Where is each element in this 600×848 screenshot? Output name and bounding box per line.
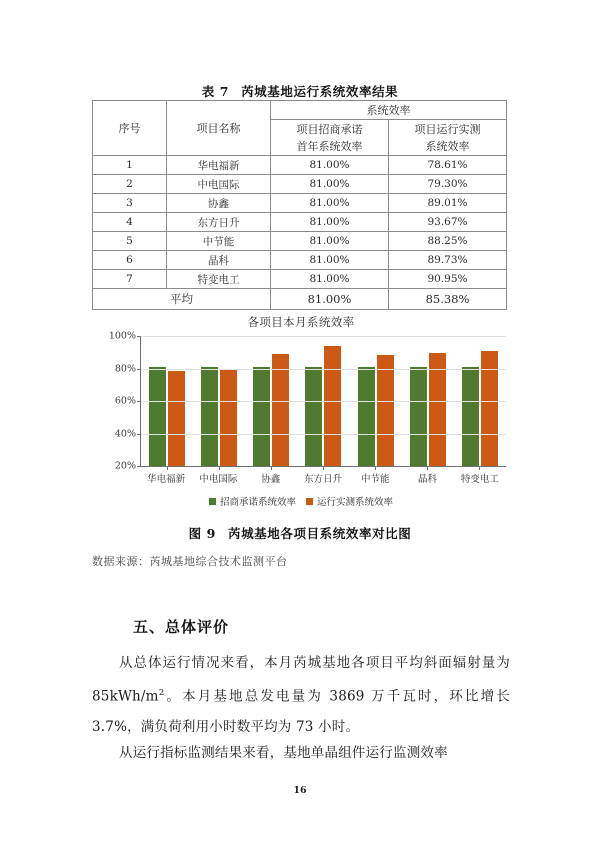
chart-x-tick-label: 中电国际 — [199, 474, 238, 485]
cell-actual: 89.01% — [389, 194, 507, 213]
cell-no: 7 — [93, 270, 167, 289]
figure-caption-text: 芮城基地各项目系统效率对比图 — [227, 526, 412, 541]
table-row — [93, 232, 507, 251]
legend-swatch-icon — [209, 498, 216, 505]
cell-no: 4 — [93, 213, 167, 232]
header-cell-promise — [271, 120, 389, 156]
chart-gridline — [141, 401, 506, 402]
cell-promise: 81.00% — [271, 270, 389, 289]
table-row — [93, 156, 507, 175]
chart-x-tick-label: 华电福新 — [147, 474, 186, 485]
cell-no: 5 — [93, 232, 167, 251]
chart-x-axis-labels — [140, 471, 506, 485]
efficiency-table-wrapper — [92, 100, 506, 310]
header-cell-no: 序号 — [93, 101, 167, 156]
chart-gridline — [141, 434, 506, 435]
chart-bar — [305, 367, 322, 466]
cell-name: 特变电工 — [167, 270, 271, 289]
table-caption — [0, 82, 600, 100]
chart-y-tick-mark — [137, 336, 141, 337]
cell-promise: 81.00% — [271, 251, 389, 270]
table-header-row-top — [93, 101, 507, 120]
cell-name: 中节能 — [167, 232, 271, 251]
header-cell-name: 项目名称 — [167, 101, 271, 156]
chart-bar — [149, 367, 166, 466]
chart-y-tick-label: 60% — [114, 395, 136, 407]
cell-name: 协鑫 — [167, 194, 271, 213]
cell-name: 晶科 — [167, 251, 271, 270]
chart-x-tick-mark — [271, 466, 272, 470]
cell-promise: 81.00% — [271, 156, 389, 175]
chart-x-tick-mark — [323, 466, 324, 470]
chart-legend-item[interactable] — [209, 494, 296, 508]
figure-source-note: 数据来源：芮城基地综合技术监测平台 — [92, 555, 288, 568]
body-paragraph-1: 从总体运行情况来看，本月芮城基地各项目平均斜面辐射量为 $85kWh/m^2$。本月基地总发电量为 3869 万千瓦时，环比增长 3.7%，满负荷利用小时数平均为 73 小时。 — [92, 655, 510, 735]
cell-actual: 90.95% — [389, 270, 507, 289]
chart-bar — [272, 354, 289, 466]
legend-swatch-icon — [306, 498, 313, 505]
cell-name: 华电福新 — [167, 156, 271, 175]
cell-promise: 81.00% — [271, 194, 389, 213]
table-row — [93, 251, 507, 270]
chart-gridline — [141, 369, 506, 370]
cell-no: 2 — [93, 175, 167, 194]
cell-no: 6 — [93, 251, 167, 270]
header-actual-line2: 系统效率 — [425, 139, 470, 153]
table-row — [93, 194, 507, 213]
cell-no: 3 — [93, 194, 167, 213]
chart-bar — [220, 370, 237, 466]
chart-bar — [201, 367, 218, 466]
chart-x-tick-label: 协鑫 — [261, 474, 281, 485]
chart-bar — [410, 367, 427, 466]
cell-actual: 79.30% — [389, 175, 507, 194]
chart-x-tick-label: 中节能 — [361, 474, 390, 485]
section-heading: 五、总体评价 — [133, 618, 230, 636]
header-promise-line2: 首年系统效率 — [296, 139, 363, 153]
cell-actual: 93.67% — [389, 213, 507, 232]
chart-plot-area — [140, 336, 506, 467]
page-number: 16 — [293, 785, 307, 796]
chart-x-tick-label: 晶科 — [418, 474, 438, 485]
header-cell-group: 系统效率 — [271, 101, 507, 120]
chart-bar — [429, 353, 446, 466]
cell-name: 中电国际 — [167, 175, 271, 194]
chart-bar — [253, 367, 270, 466]
chart-y-tick-label: 20% — [114, 460, 136, 472]
chart-y-tick-label: 40% — [114, 428, 136, 439]
table-row — [93, 175, 507, 194]
cell-average-actual: 85.38% — [389, 289, 507, 310]
header-promise-line1: 项目招商承诺 — [296, 122, 363, 136]
chart-bar — [377, 355, 394, 466]
chart-y-tick-mark — [137, 401, 141, 402]
chart-x-tick-label: 特变电工 — [460, 474, 499, 485]
cell-no: 1 — [93, 156, 167, 175]
chart-x-tick-mark — [427, 466, 428, 470]
legend-label: 运行实测系统效率 — [317, 497, 394, 508]
chart-y-tick-mark — [137, 369, 141, 370]
cell-average-promise: 81.00% — [271, 289, 389, 310]
header-cell-actual — [389, 120, 507, 156]
cell-promise: 81.00% — [271, 175, 389, 194]
chart-title: 各项目本月系统效率 — [247, 315, 355, 329]
chart-x-tick-label: 东方日升 — [303, 474, 342, 485]
cell-promise: 81.00% — [271, 213, 389, 232]
table-caption-text: 芮城基地运行系统效率结果 — [241, 84, 399, 99]
chart-x-tick-mark — [219, 466, 220, 470]
chart-legend-item[interactable] — [306, 494, 393, 508]
cell-actual: 88.25% — [389, 232, 507, 251]
efficiency-bar-chart — [92, 314, 510, 519]
chart-bar — [324, 346, 341, 466]
chart-x-tick-mark — [167, 466, 168, 470]
chart-legend — [92, 494, 510, 508]
table-row — [93, 270, 507, 289]
chart-y-tick-label: 80% — [114, 363, 136, 374]
chart-x-tick-mark — [375, 466, 376, 470]
cell-actual: 78.61% — [389, 156, 507, 175]
efficiency-table — [92, 100, 507, 310]
cell-name: 东方日升 — [167, 213, 271, 232]
header-actual-line1: 项目运行实测 — [414, 122, 481, 136]
chart-x-tick-mark — [479, 466, 480, 470]
chart-y-tick-mark — [137, 434, 141, 435]
chart-y-tick-label: 100% — [108, 330, 136, 342]
chart-bar — [462, 367, 479, 466]
figure-caption — [0, 524, 600, 542]
legend-label: 招商承诺系统效率 — [219, 497, 296, 508]
table-average-row — [93, 289, 507, 310]
table-caption-label: 表 7 — [201, 84, 230, 99]
figure-caption-label: 图 9 — [188, 526, 216, 541]
chart-y-tick-mark — [137, 466, 141, 467]
chart-bar — [168, 371, 185, 466]
cell-promise: 81.00% — [271, 232, 389, 251]
cell-average-label: 平均 — [93, 289, 271, 310]
table-row — [93, 213, 507, 232]
chart-gridline — [141, 336, 506, 337]
body-paragraph-2: 从运行指标监测结果来看，基地单晶组件运行监测效率 — [119, 745, 448, 761]
cell-actual: 89.73% — [389, 251, 507, 270]
chart-bar — [358, 367, 375, 466]
